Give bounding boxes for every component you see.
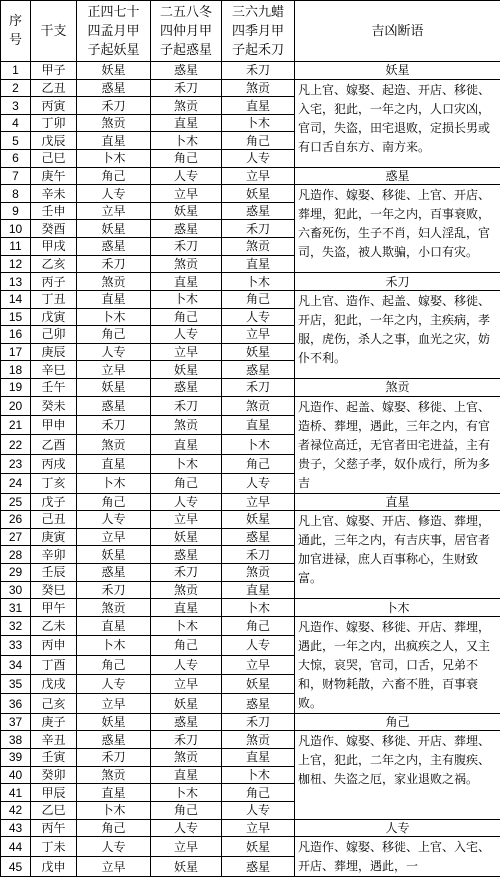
row-index: 15 [1, 308, 31, 326]
row-ji-star: 人专 [222, 801, 295, 819]
table-row [1, 616, 500, 635]
row-ganzhi: 丁卯 [31, 114, 77, 132]
row-index: 25 [1, 493, 31, 511]
row-ji-star: 卜木 [222, 114, 295, 132]
row-meng-star: 直星 [77, 132, 151, 150]
row-meng-star: 直星 [77, 784, 151, 802]
row-meng-star: 禾刀 [77, 581, 151, 599]
row-ganzhi: 丁未 [31, 837, 77, 857]
row-index: 22 [1, 435, 31, 454]
row-ganzhi: 己丑 [31, 511, 77, 529]
row-zhong-star: 妖星 [151, 202, 222, 220]
table-row [1, 713, 500, 731]
row-zhong-star: 惑星 [151, 378, 222, 396]
row-index: 44 [1, 837, 31, 857]
row-zhong-star: 妖星 [151, 694, 222, 713]
row-ganzhi: 癸未 [31, 396, 77, 415]
row-index: 18 [1, 361, 31, 379]
row-zhong-star: 直星 [151, 766, 222, 784]
row-zhong-star: 人专 [151, 493, 222, 511]
row-ganzhi: 甲子 [31, 62, 77, 80]
row-ganzhi: 丙寅 [31, 97, 77, 115]
row-ji-star: 卜木 [222, 273, 295, 291]
row-meng-star: 惑星 [77, 238, 151, 256]
row-index: 39 [1, 749, 31, 767]
row-meng-star: 角己 [77, 167, 151, 185]
row-zhong-star: 惑星 [151, 220, 222, 238]
row-meng-star: 卜木 [77, 636, 151, 655]
row-index: 3 [1, 97, 31, 115]
header-zhong-month: 二五八冬 四仲月甲 子起惑星 [151, 1, 222, 62]
row-index: 14 [1, 290, 31, 308]
row-meng-star: 人专 [77, 837, 151, 857]
row-ji-star: 卜木 [222, 766, 295, 784]
row-zhong-star: 立早 [151, 185, 222, 203]
verdict-title: 妖星 [295, 62, 500, 80]
row-meng-star: 卜木 [77, 474, 151, 493]
row-ji-star: 禾刀 [222, 220, 295, 238]
row-ganzhi: 辛丑 [31, 731, 77, 749]
row-meng-star: 禾刀 [77, 97, 151, 115]
row-zhong-star: 煞贡 [151, 415, 222, 434]
row-ganzhi: 庚子 [31, 713, 77, 731]
row-ganzhi: 丙子 [31, 273, 77, 291]
table-row [1, 396, 500, 415]
row-meng-star: 直星 [77, 454, 151, 473]
row-index: 23 [1, 454, 31, 473]
row-ganzhi: 戊辰 [31, 132, 77, 150]
row-zhong-star: 角己 [151, 150, 222, 168]
verdict-text: 凡造作、起盖、嫁娶、移徙、上官、造桥、葬埋，遇此，三年之内，有官者禄位高迁，无官者田宅进益，主有贵子，父慈子孝，奴仆成行，所为多吉 [295, 396, 500, 493]
row-zhong-star: 煞贡 [151, 255, 222, 273]
row-ji-star: 惑星 [222, 694, 295, 713]
row-ganzhi: 癸巳 [31, 581, 77, 599]
verdict-title: 人专 [295, 819, 500, 837]
row-ganzhi: 丁丑 [31, 290, 77, 308]
row-index: 36 [1, 694, 31, 713]
row-index: 43 [1, 819, 31, 837]
verdict-text: 凡造作、嫁娶、移徙、开店、葬埋、上官，犯此，二年之内，主有腹疾、枷杻、失盗之厄，家业退败之祸。 [295, 731, 500, 819]
row-meng-star: 人专 [77, 511, 151, 529]
header-meng-month: 正四七十 四孟月甲 子起妖星 [77, 1, 151, 62]
header-verdict: 吉凶断语 [295, 1, 500, 62]
row-meng-star: 煞贡 [77, 273, 151, 291]
row-ganzhi: 庚辰 [31, 343, 77, 361]
row-meng-star: 煞贡 [77, 599, 151, 617]
row-index: 4 [1, 114, 31, 132]
row-meng-star: 禾刀 [77, 749, 151, 767]
row-ganzhi: 乙未 [31, 616, 77, 635]
row-ji-star: 妖星 [222, 675, 295, 694]
row-ji-star: 禾刀 [222, 713, 295, 731]
row-ganzhi: 己亥 [31, 694, 77, 713]
verdict-text: 凡上官、造作、起盖、嫁娶、移徙、开店，犯此，一年之内，主疾病，孝服，虎伤，杀人之事，血光之灾，妨仆不利。 [295, 290, 500, 378]
row-ganzhi: 丁酉 [31, 655, 77, 674]
row-ji-star: 立早 [222, 493, 295, 511]
row-ganzhi: 庚午 [31, 167, 77, 185]
row-zhong-star: 立早 [151, 837, 222, 857]
verdict-text: 凡造作、嫁娶、移徙、上官、开店、葬埋，犯此，一年之内，百事衰败，六畜死伤，生子不肖，妇人淫乱，官司，失盗，被人欺骗，小口有灾。 [295, 185, 500, 273]
row-zhong-star: 惑星 [151, 713, 222, 731]
verdict-text: 凡上官、嫁娶、起造、开店、移徙、入宅，犯此，一年之内，人口灾凶，官司，失盗，田宅退败，定损长男或有口舌自东方、南方来。 [295, 79, 500, 167]
row-ganzhi: 乙巳 [31, 801, 77, 819]
row-zhong-star: 煞贡 [151, 97, 222, 115]
row-ganzhi: 戊申 [31, 857, 77, 877]
row-ji-star: 人专 [222, 308, 295, 326]
row-index: 10 [1, 220, 31, 238]
row-ji-star: 煞贡 [222, 731, 295, 749]
row-ji-star: 卜木 [222, 435, 295, 454]
row-index: 19 [1, 378, 31, 396]
verdict-title: 卜木 [295, 599, 500, 617]
verdict-text: 凡上官、嫁娶、开店、修造、葬埋，通此，三年之内，有吉庆事，居官者加官进禄，庶人百事称心，生财致富。 [295, 511, 500, 599]
row-ganzhi: 壬辰 [31, 564, 77, 582]
verdict-title: 煞贡 [295, 378, 500, 396]
row-ganzhi: 己卯 [31, 326, 77, 344]
row-index: 29 [1, 564, 31, 582]
row-ji-star: 直星 [222, 415, 295, 434]
row-zhong-star: 角己 [151, 474, 222, 493]
row-ji-star: 角己 [222, 784, 295, 802]
row-ganzhi: 癸酉 [31, 220, 77, 238]
table-row [1, 819, 500, 837]
row-ji-star: 角己 [222, 132, 295, 150]
row-ji-star: 惑星 [222, 857, 295, 877]
row-meng-star: 煞贡 [77, 435, 151, 454]
row-meng-star: 惑星 [77, 396, 151, 415]
row-zhong-star: 禾刀 [151, 396, 222, 415]
row-index: 9 [1, 202, 31, 220]
row-index: 41 [1, 784, 31, 802]
row-meng-star: 卜木 [77, 308, 151, 326]
row-ji-star: 人专 [222, 636, 295, 655]
row-ganzhi: 辛未 [31, 185, 77, 203]
row-ji-star: 惑星 [222, 528, 295, 546]
row-meng-star: 煞贡 [77, 766, 151, 784]
row-zhong-star: 煞贡 [151, 749, 222, 767]
row-index: 16 [1, 326, 31, 344]
row-index: 5 [1, 132, 31, 150]
row-index: 32 [1, 616, 31, 635]
verdict-title: 角己 [295, 713, 500, 731]
row-index: 21 [1, 415, 31, 434]
row-index: 12 [1, 255, 31, 273]
verdict-title: 惑星 [295, 167, 500, 185]
row-zhong-star: 妖星 [151, 528, 222, 546]
row-zhong-star: 直星 [151, 273, 222, 291]
row-zhong-star: 卜木 [151, 454, 222, 473]
row-zhong-star: 立早 [151, 511, 222, 529]
row-index: 42 [1, 801, 31, 819]
row-ji-star: 禾刀 [222, 62, 295, 80]
row-meng-star: 卜木 [77, 150, 151, 168]
row-meng-star: 角己 [77, 655, 151, 674]
row-ganzhi: 壬寅 [31, 749, 77, 767]
row-meng-star: 角己 [77, 493, 151, 511]
row-index: 11 [1, 238, 31, 256]
row-ganzhi: 丙午 [31, 819, 77, 837]
row-meng-star: 妖星 [77, 378, 151, 396]
table-row [1, 378, 500, 396]
row-ji-star: 人专 [222, 474, 295, 493]
row-zhong-star: 卜木 [151, 132, 222, 150]
table-body [1, 62, 500, 877]
row-ganzhi: 戊戌 [31, 675, 77, 694]
row-zhong-star: 角己 [151, 308, 222, 326]
row-ganzhi: 丙申 [31, 636, 77, 655]
row-index: 28 [1, 546, 31, 564]
row-index: 30 [1, 581, 31, 599]
row-index: 20 [1, 396, 31, 415]
row-ganzhi: 癸卯 [31, 766, 77, 784]
row-meng-star: 禾刀 [77, 255, 151, 273]
row-ganzhi: 壬申 [31, 202, 77, 220]
row-ganzhi: 己巳 [31, 150, 77, 168]
row-zhong-star: 禾刀 [151, 238, 222, 256]
row-meng-star: 妖星 [77, 220, 151, 238]
row-ji-star: 惑星 [222, 202, 295, 220]
row-index: 17 [1, 343, 31, 361]
verdict-title: 禾刀 [295, 273, 500, 291]
row-ji-star: 妖星 [222, 511, 295, 529]
row-zhong-star: 直星 [151, 114, 222, 132]
header-ji-month: 三六九蜡 四季月甲 子起禾刀 [222, 1, 295, 62]
table-row [1, 837, 500, 857]
row-ji-star: 角己 [222, 290, 295, 308]
row-zhong-star: 妖星 [151, 361, 222, 379]
verdict-text: 凡造作、嫁娶、移徙、上官、入宅、开店、葬埋，遇此，一 [295, 837, 500, 877]
row-zhong-star: 角己 [151, 636, 222, 655]
row-ji-star: 煞贡 [222, 79, 295, 97]
row-meng-star: 直星 [77, 290, 151, 308]
row-ganzhi: 甲戌 [31, 238, 77, 256]
row-meng-star: 立早 [77, 528, 151, 546]
row-zhong-star: 卜木 [151, 616, 222, 635]
row-ji-star: 直星 [222, 255, 295, 273]
verdict-text: 凡造作、嫁娶、移徙、开店、葬埋，遇此，一年之内，出疯疾之人，又主大惊，哀哭，官司，口舌，兄弟不和，财物耗散，六畜不胜，百事衰败。 [295, 616, 500, 713]
row-zhong-star: 煞贡 [151, 581, 222, 599]
row-ganzhi: 乙亥 [31, 255, 77, 273]
row-ji-star: 直星 [222, 581, 295, 599]
row-ji-star: 禾刀 [222, 546, 295, 564]
row-index: 2 [1, 79, 31, 97]
row-zhong-star: 惑星 [151, 546, 222, 564]
row-ji-star: 妖星 [222, 837, 295, 857]
table-row [1, 273, 500, 291]
row-meng-star: 禾刀 [77, 415, 151, 434]
row-meng-star: 直星 [77, 616, 151, 635]
row-ji-star: 煞贡 [222, 564, 295, 582]
row-zhong-star: 卜木 [151, 290, 222, 308]
row-meng-star: 人专 [77, 675, 151, 694]
row-index: 7 [1, 167, 31, 185]
row-zhong-star: 妖星 [151, 857, 222, 877]
row-ji-star: 煞贡 [222, 396, 295, 415]
row-index: 38 [1, 731, 31, 749]
row-ji-star: 立早 [222, 326, 295, 344]
row-meng-star: 角己 [77, 819, 151, 837]
row-meng-star: 妖星 [77, 546, 151, 564]
row-ji-star: 立早 [222, 655, 295, 674]
row-zhong-star: 人专 [151, 326, 222, 344]
table-row [1, 599, 500, 617]
row-meng-star: 立早 [77, 857, 151, 877]
row-ji-star: 惑星 [222, 361, 295, 379]
row-index: 35 [1, 675, 31, 694]
row-index: 45 [1, 857, 31, 877]
row-ganzhi: 辛卯 [31, 546, 77, 564]
row-index: 37 [1, 713, 31, 731]
row-ji-star: 禾刀 [222, 378, 295, 396]
row-index: 40 [1, 766, 31, 784]
row-ganzhi: 壬午 [31, 378, 77, 396]
row-ganzhi: 戊子 [31, 493, 77, 511]
row-ganzhi: 辛巳 [31, 361, 77, 379]
row-meng-star: 人专 [77, 185, 151, 203]
row-ji-star: 立早 [222, 819, 295, 837]
row-index: 31 [1, 599, 31, 617]
row-meng-star: 角己 [77, 326, 151, 344]
table-row [1, 511, 500, 529]
header-ganzhi: 干支 [31, 1, 77, 62]
row-zhong-star: 惑星 [151, 62, 222, 80]
row-zhong-star: 直星 [151, 599, 222, 617]
row-index: 27 [1, 528, 31, 546]
row-zhong-star: 角己 [151, 801, 222, 819]
table-row [1, 62, 500, 80]
row-zhong-star: 禾刀 [151, 564, 222, 582]
row-index: 33 [1, 636, 31, 655]
table-row [1, 79, 500, 97]
row-zhong-star: 立早 [151, 675, 222, 694]
row-ji-star: 妖星 [222, 343, 295, 361]
row-zhong-star: 人专 [151, 819, 222, 837]
row-ji-star: 妖星 [222, 185, 295, 203]
table-row [1, 493, 500, 511]
row-ji-star: 卜木 [222, 599, 295, 617]
row-ganzhi: 乙丑 [31, 79, 77, 97]
row-ganzhi: 丙戌 [31, 454, 77, 473]
header-index: 序号 [1, 1, 31, 62]
table-row [1, 290, 500, 308]
row-meng-star: 立早 [77, 202, 151, 220]
table-row [1, 167, 500, 185]
row-zhong-star: 禾刀 [151, 79, 222, 97]
verdict-title: 直星 [295, 493, 500, 511]
row-ganzhi: 甲辰 [31, 784, 77, 802]
row-index: 1 [1, 62, 31, 80]
row-zhong-star: 卜木 [151, 784, 222, 802]
row-zhong-star: 禾刀 [151, 731, 222, 749]
table-row [1, 185, 500, 203]
row-ganzhi: 甲午 [31, 599, 77, 617]
row-zhong-star: 人专 [151, 167, 222, 185]
row-zhong-star: 立早 [151, 343, 222, 361]
row-index: 8 [1, 185, 31, 203]
row-ji-star: 人专 [222, 150, 295, 168]
row-ganzhi: 乙酉 [31, 435, 77, 454]
row-meng-star: 妖星 [77, 713, 151, 731]
row-meng-star: 惑星 [77, 731, 151, 749]
row-index: 13 [1, 273, 31, 291]
row-ji-star: 煞贡 [222, 238, 295, 256]
row-meng-star: 惑星 [77, 564, 151, 582]
row-ji-star: 立早 [222, 167, 295, 185]
row-meng-star: 卜木 [77, 801, 151, 819]
row-meng-star: 立早 [77, 361, 151, 379]
table-row [1, 731, 500, 749]
row-ji-star: 角己 [222, 454, 295, 473]
row-meng-star: 人专 [77, 343, 151, 361]
row-ganzhi: 甲申 [31, 415, 77, 434]
row-index: 34 [1, 655, 31, 674]
row-ji-star: 角己 [222, 616, 295, 635]
row-meng-star: 立早 [77, 694, 151, 713]
row-index: 6 [1, 150, 31, 168]
header-row [1, 1, 500, 62]
row-ganzhi: 戊寅 [31, 308, 77, 326]
row-index: 26 [1, 511, 31, 529]
row-meng-star: 煞贡 [77, 114, 151, 132]
row-zhong-star: 人专 [151, 655, 222, 674]
row-ganzhi: 庚寅 [31, 528, 77, 546]
row-index: 24 [1, 474, 31, 493]
row-ganzhi: 丁亥 [31, 474, 77, 493]
row-ji-star: 直星 [222, 97, 295, 115]
row-meng-star: 惑星 [77, 79, 151, 97]
row-zhong-star: 直星 [151, 435, 222, 454]
row-meng-star: 妖星 [77, 62, 151, 80]
row-ji-star: 直星 [222, 749, 295, 767]
